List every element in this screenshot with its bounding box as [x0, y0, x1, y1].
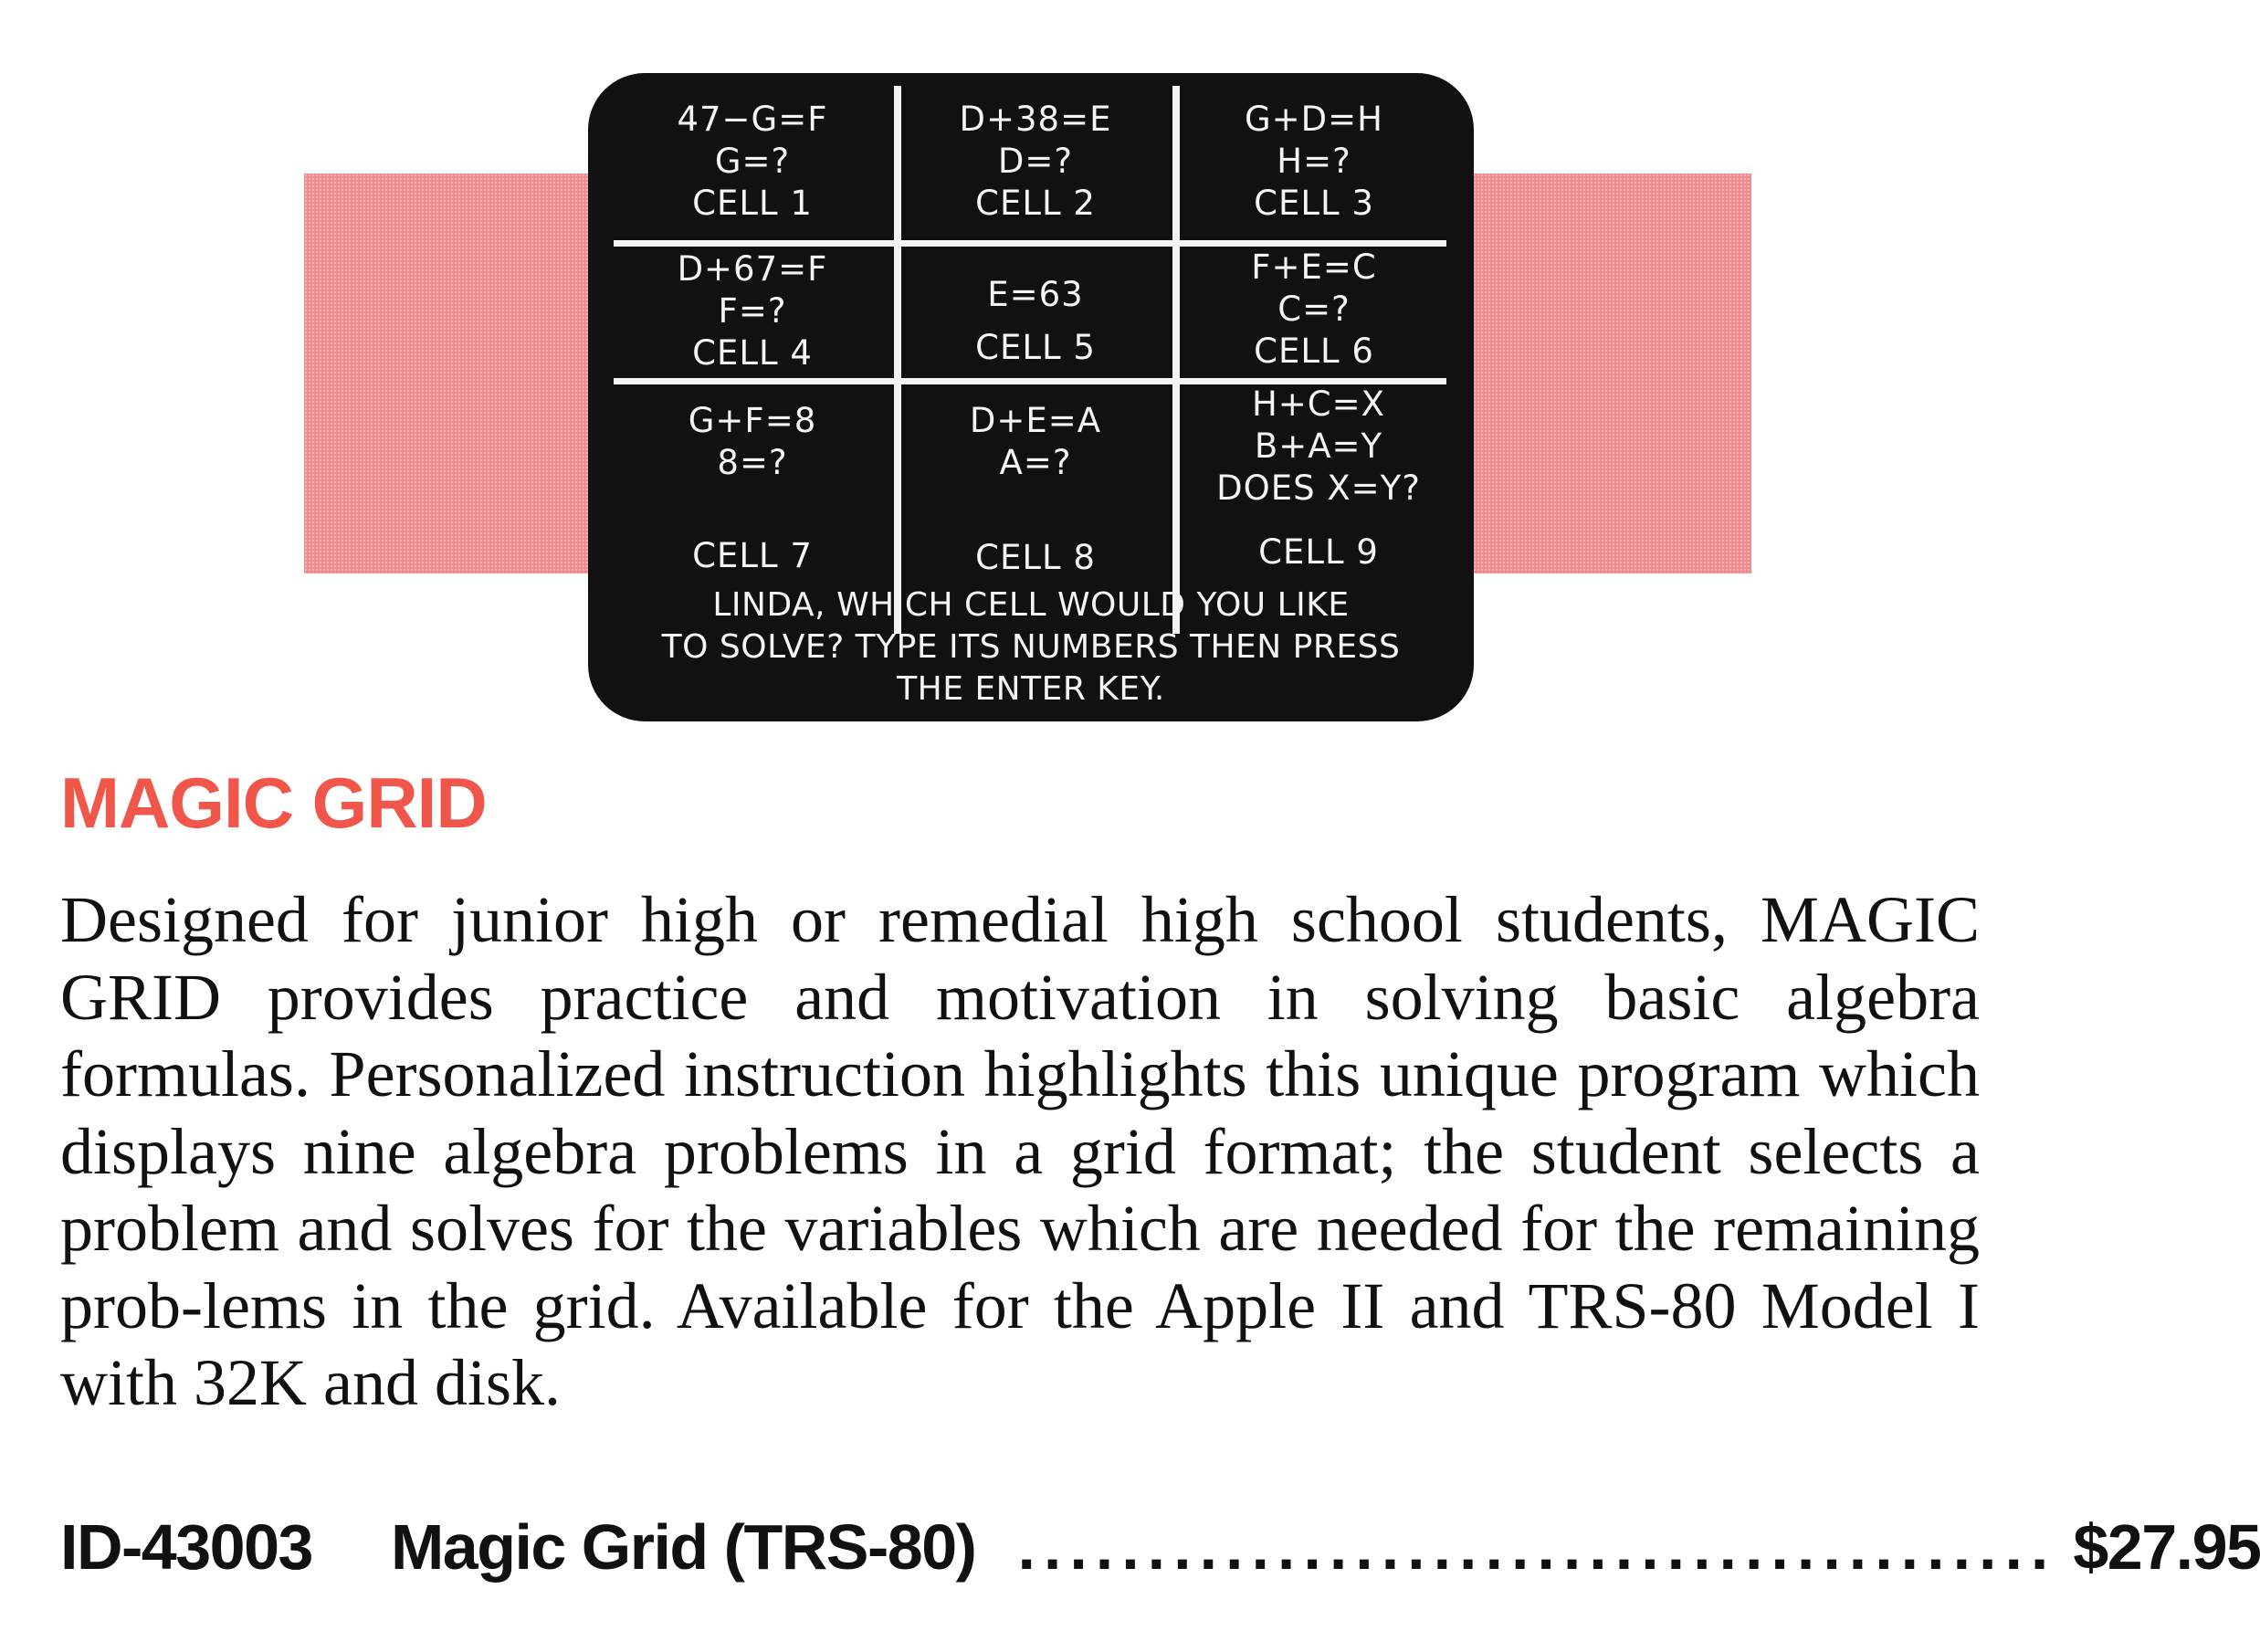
- grid-cell-1: [615, 99, 889, 225]
- cell-question: 8=?: [717, 443, 788, 482]
- grid-cell-9: [1182, 384, 1456, 573]
- grid-divider-horizontal-1: [614, 240, 1446, 247]
- cell-label: CELL 9: [1258, 532, 1379, 572]
- cell-equation: G+F=8: [688, 401, 817, 440]
- screen-prompt: [606, 584, 1456, 710]
- product-description: Designed for junior high or remedial high school students, MAGIC GRID provides practice and motivation in solving basic algebra formulas. Personalized instruction highlights this unique program which displays nine algebra problems in a grid format; the student selects a problem and solves for the variables which are needed for the remaining prob-lems in the grid. Available for the Apple II and TRS-80 Model I with 32K and disk.: [60, 883, 1980, 1419]
- grid-divider-vertical-2: [1172, 86, 1180, 634]
- cell-equation: D+38=E: [959, 100, 1112, 139]
- cell-label: CELL 7: [692, 536, 813, 575]
- cell-equation: G+D=H: [1245, 100, 1383, 139]
- cell-label: CELL 1: [692, 184, 813, 223]
- cell-question: C=?: [1277, 289, 1351, 329]
- cell-label: CELL 2: [975, 184, 1096, 223]
- cell-label: CELL 3: [1254, 184, 1374, 223]
- cell-equation: H+C=X: [1251, 384, 1385, 424]
- cell-equation: D+67=F: [677, 249, 828, 289]
- cell-label: CELL 6: [1254, 331, 1374, 371]
- order-code: ID-43003: [60, 1511, 312, 1583]
- cell-equation: B+A=Y: [1254, 426, 1383, 466]
- cell-equation: D+E=A: [969, 401, 1102, 440]
- prompt-line: LINDA, WHICH CELL WOULD YOU LIKE: [712, 586, 1350, 624]
- grid-cell-7: [615, 400, 889, 577]
- cell-question: D=?: [997, 142, 1074, 181]
- cell-equation: 47−G=F: [677, 100, 828, 139]
- cell-question: F=?: [718, 291, 787, 331]
- grid-cell-2: [903, 99, 1168, 225]
- grid-cell-8: [903, 400, 1168, 579]
- leader-dots: ........................................: [1017, 1511, 2057, 1583]
- order-product-name: Magic Grid (TRS-80): [390, 1511, 976, 1583]
- grid-cell-3: [1182, 99, 1446, 225]
- order-price: $27.95: [2073, 1511, 2260, 1583]
- cell-question: DOES X=Y?: [1216, 468, 1421, 508]
- grid-divider-vertical-1: [894, 86, 901, 634]
- grid-cell-4: [615, 248, 889, 374]
- order-line: [60, 1510, 2260, 1593]
- prompt-line: TO SOLVE? TYPE ITS NUMBERS THEN PRESS: [661, 628, 1401, 666]
- cell-label: CELL 5: [975, 328, 1096, 367]
- cell-question: A=?: [999, 443, 1072, 482]
- product-title: MAGIC GRID: [60, 763, 487, 843]
- cell-question: H=?: [1277, 142, 1351, 181]
- grid-cell-5: [903, 274, 1168, 369]
- cell-equation: F+E=C: [1251, 247, 1377, 287]
- cell-label: CELL 4: [692, 333, 813, 373]
- computer-screen-illustration: [588, 73, 1474, 721]
- grid-cell-6: [1182, 247, 1446, 373]
- cell-label: CELL 8: [975, 538, 1096, 577]
- prompt-line: THE ENTER KEY.: [897, 670, 1165, 708]
- cell-equation: E=63: [987, 275, 1084, 314]
- cell-question: G=?: [714, 142, 791, 181]
